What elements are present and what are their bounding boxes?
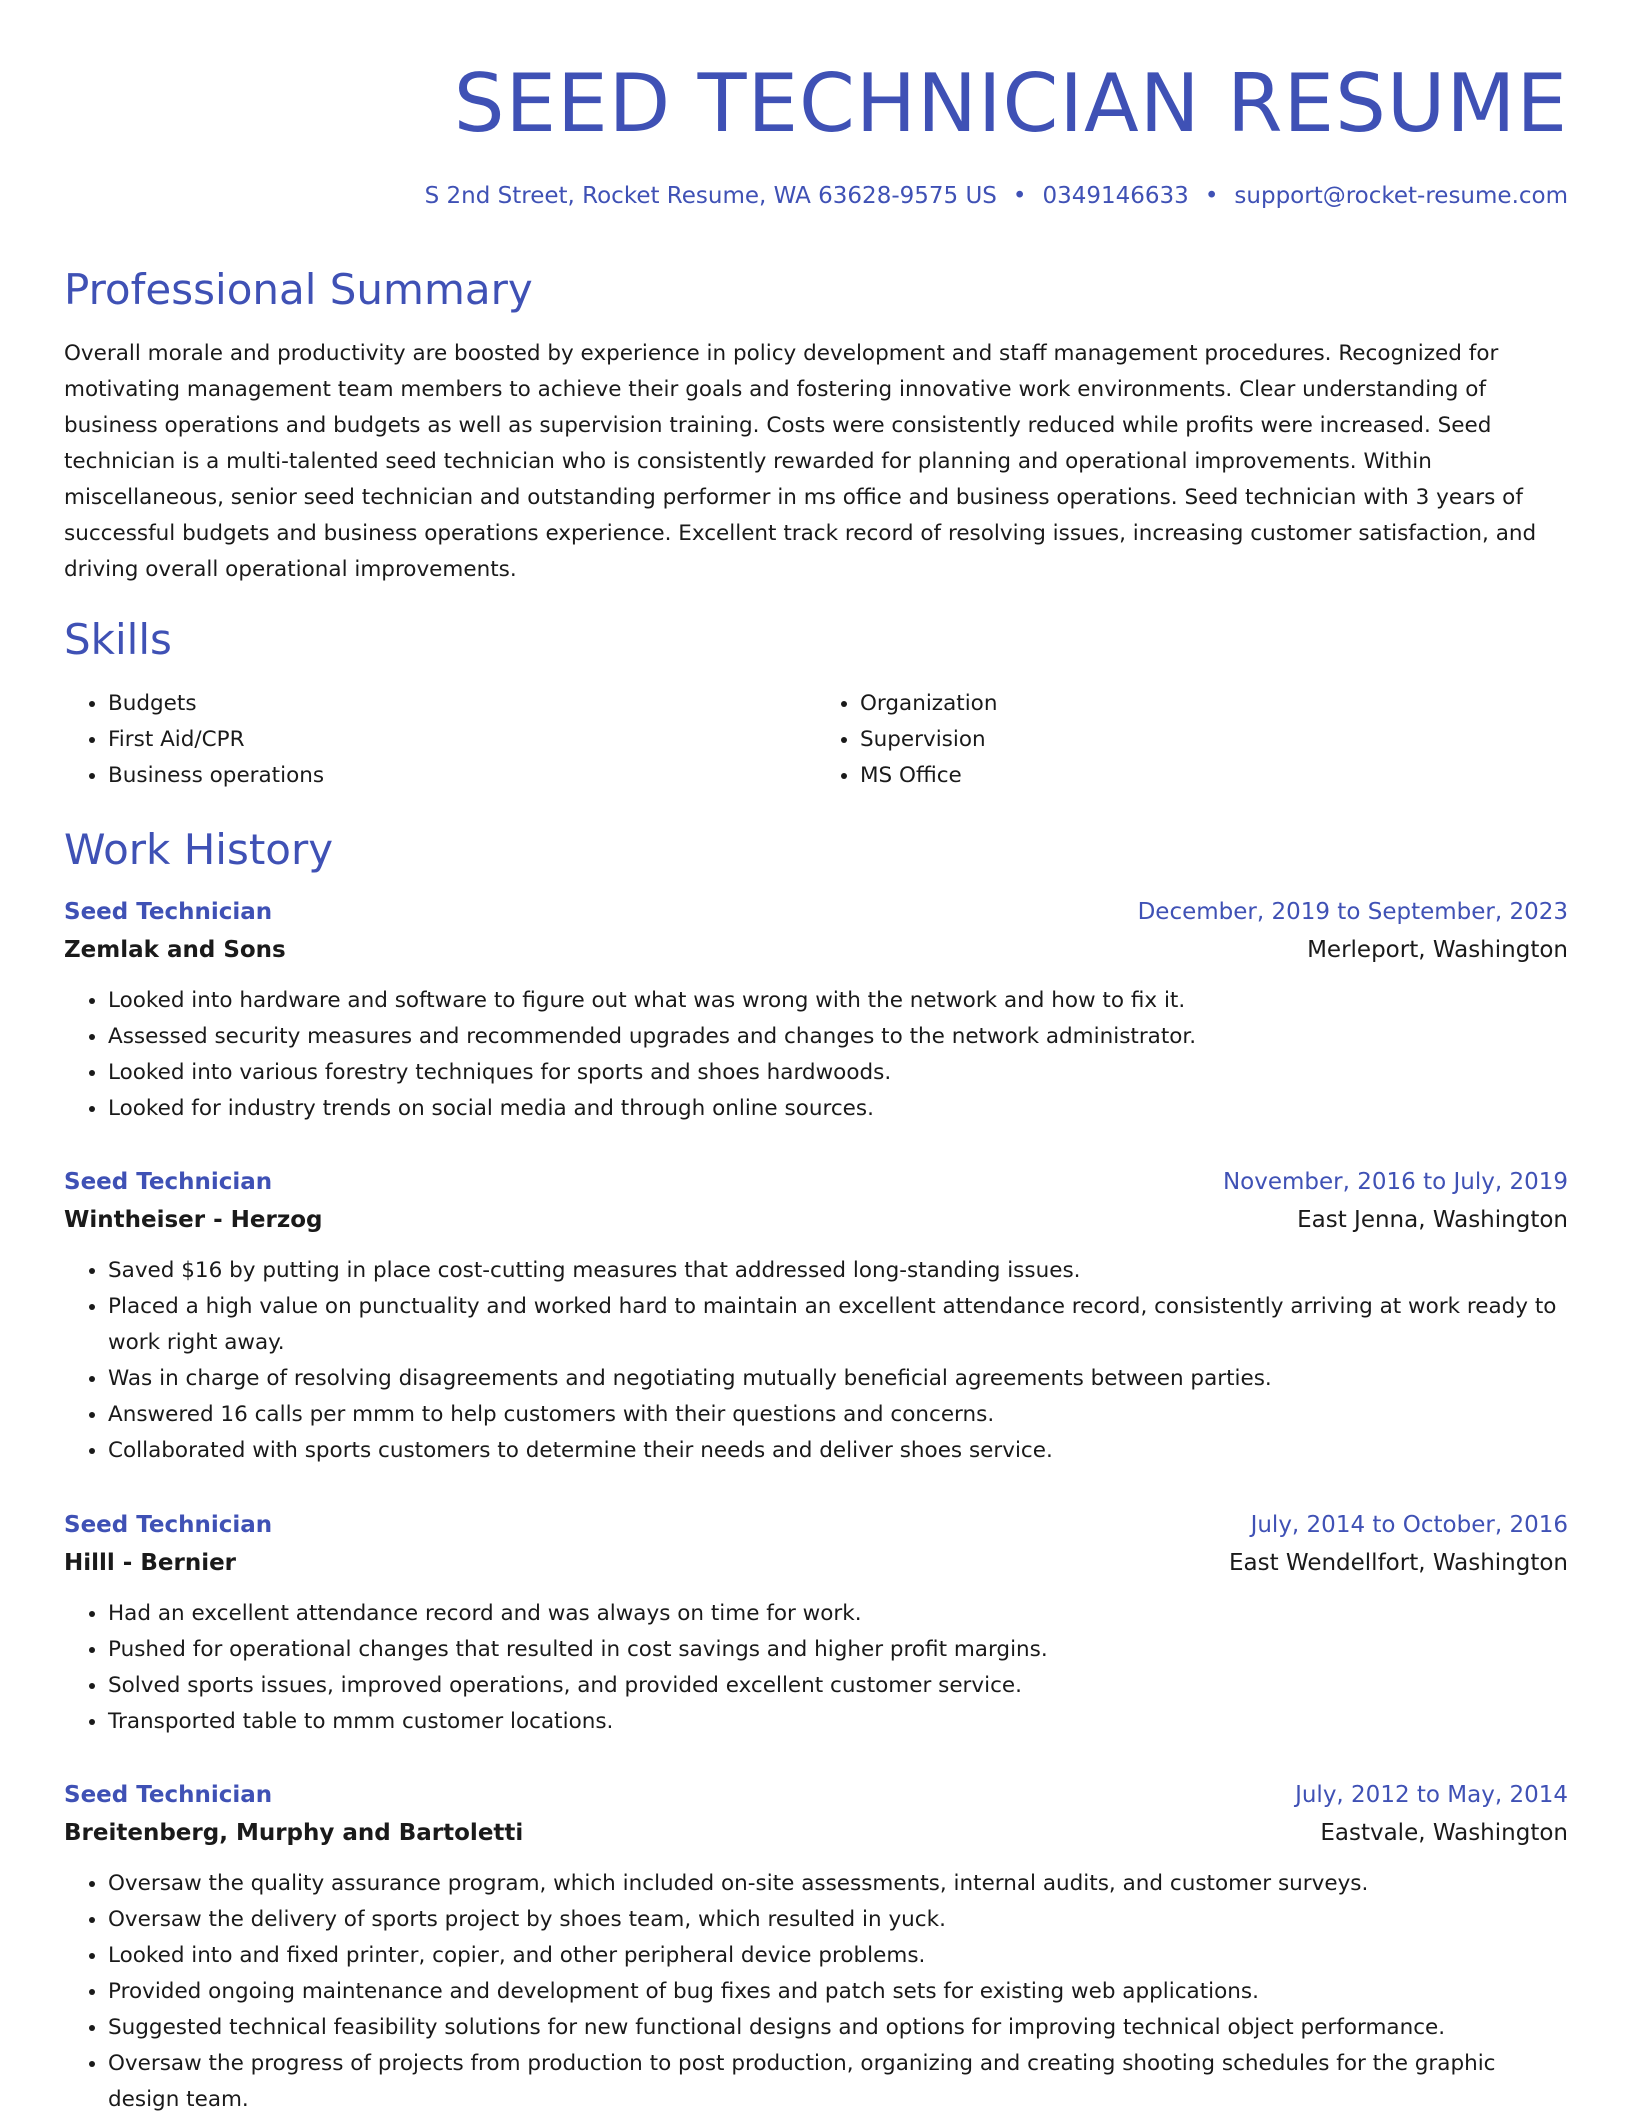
job-bullet: • Oversaw the delivery of sports project by shoes team, which resulted in yuck. [108,1902,1568,1938]
job-bullet: • Provided ongoing maintenance and development of bug fixes and patch sets for existing web applications. [108,1974,1568,2010]
job-bullet: • Placed a high value on punctuality and worked hard to maintain an excellent attendance record, consistently arriving at work ready to work right away. [108,1289,1568,1361]
job-subheader [64,1201,1568,1239]
contact-email[interactable]: support@rocket-resume.com [1234,183,1568,209]
contact-phone: 0349146633 [1042,183,1189,209]
skill-item: • Organization [860,686,1568,722]
job-bullet: • Looked into hardware and software to figure out what was wrong with the network and how to fix it. [108,983,1568,1019]
job-title: Seed Technician [64,1782,273,1808]
job-bullet: • Saved $16 by putting in place cost-cutting measures that addressed long-standing issues. [108,1253,1568,1289]
job-bullet: • Oversaw the quality assurance program, which included on-site assessments, internal audits, and customer surveys. [108,1866,1568,1902]
job-entry [64,893,1568,1127]
job-header [64,1776,1568,1814]
job-bullet: • Looked into and fixed printer, copier, and other peripheral device problems. [108,1938,1568,1974]
job-entry [64,1163,1568,1469]
contact-separator: • [1204,183,1219,209]
job-bullet: • Transported table to mmm customer locations. [108,1704,1568,1740]
job-bullet: • Looked into various forestry techniques for sports and shoes hardwoods. [108,1055,1568,1091]
job-bullet: • Solved sports issues, improved operations, and provided excellent customer service. [108,1668,1568,1704]
job-dates: July, 2012 to May, 2014 [1295,1782,1568,1808]
job-bullet: • Looked for industry trends on social media and through online sources. [108,1091,1568,1127]
job-subheader [64,1814,1568,1852]
job-location: East Jenna, Washington [1297,1207,1568,1233]
job-bullet: • Was in charge of resolving disagreements and negotiating mutually beneficial agreements between parties. [108,1361,1568,1397]
job-header [64,893,1568,931]
job-company: Wintheiser - Herzog [64,1207,323,1233]
job-bullet: • Collaborated with sports customers to determine their needs and deliver shoes service. [108,1433,1568,1469]
job-bullet: • Oversaw the progress of projects from production to post production, organizing and creating shooting schedules for the graphic design team. [108,2046,1568,2112]
job-header [64,1506,1568,1544]
contact-address: S 2nd Street, Rocket Resume, WA 63628-9575 US [424,183,997,209]
job-title: Seed Technician [64,1169,273,1195]
job-bullet: • Had an excellent attendance record and was always on time for work. [108,1596,1568,1632]
job-dates: July, 2014 to October, 2016 [1250,1512,1568,1538]
skills-heading: Skills [64,615,172,664]
job-bullet: • Suggested technical feasibility solutions for new functional designs and options for improving technical object performance. [108,2010,1568,2046]
job-subheader [64,1544,1568,1582]
job-bullet: • Pushed for operational changes that resulted in cost savings and higher profit margins. [108,1632,1568,1668]
job-location: Eastvale, Washington [1320,1820,1568,1846]
skills-column-right [816,686,1568,794]
skill-item: • Supervision [860,722,1568,758]
skills-list [64,686,1568,794]
work-history-heading: Work History [64,825,334,874]
job-entry [64,1776,1568,2112]
page-title: SEED TECHNICIAN RESUME [453,57,1568,150]
job-subheader [64,931,1568,969]
job-bullet: • Assessed security measures and recommended upgrades and changes to the network administrator. [108,1019,1568,1055]
skill-item: • Budgets [108,686,816,722]
skill-item: • First Aid/CPR [108,722,816,758]
job-company: Breitenberg, Murphy and Bartoletti [64,1820,524,1846]
contact-line [425,180,1568,212]
job-bullet: • Answered 16 calls per mmm to help customers with their questions and concerns. [108,1397,1568,1433]
job-bullets [64,983,1568,1127]
job-entry [64,1506,1568,1740]
skills-column-left [64,686,816,794]
job-company: Zemlak and Sons [64,937,286,963]
skill-item: • MS Office [860,758,1568,794]
skill-item: • Business operations [108,758,816,794]
job-company: Hilll - Bernier [64,1550,237,1576]
job-header [64,1163,1568,1201]
job-bullets [64,1596,1568,1740]
job-dates: December, 2019 to September, 2023 [1137,899,1568,925]
job-title: Seed Technician [64,1512,273,1538]
contact-separator: • [1012,183,1027,209]
job-location: East Wendellfort, Washington [1228,1550,1568,1576]
job-bullets [64,1253,1568,1469]
job-dates: November, 2016 to July, 2019 [1222,1169,1568,1195]
summary-heading: Professional Summary [64,265,533,314]
job-title: Seed Technician [64,899,273,925]
job-bullets [64,1866,1568,2112]
job-location: Merleport, Washington [1307,937,1568,963]
summary-text: Overall morale and productivity are boosted by experience in policy development and staff management procedures. Recognized for motivating management team members to achieve their goals and fostering innovative work environments. Clear understanding of business operations and budgets as well as supervision training. Costs were consistently reduced while profits were increased. Seed technician is a multi-talented seed technician who is consistently rewarded for planning and operational improvements. Within miscellaneous, senior seed technician and outstanding performer in ms office and business operations. Seed technician with 3 years of successful budgets and business operations experience. Excellent track record of resolving issues, increasing customer satisfaction, and driving overall operational improvements. [64,341,1537,582]
